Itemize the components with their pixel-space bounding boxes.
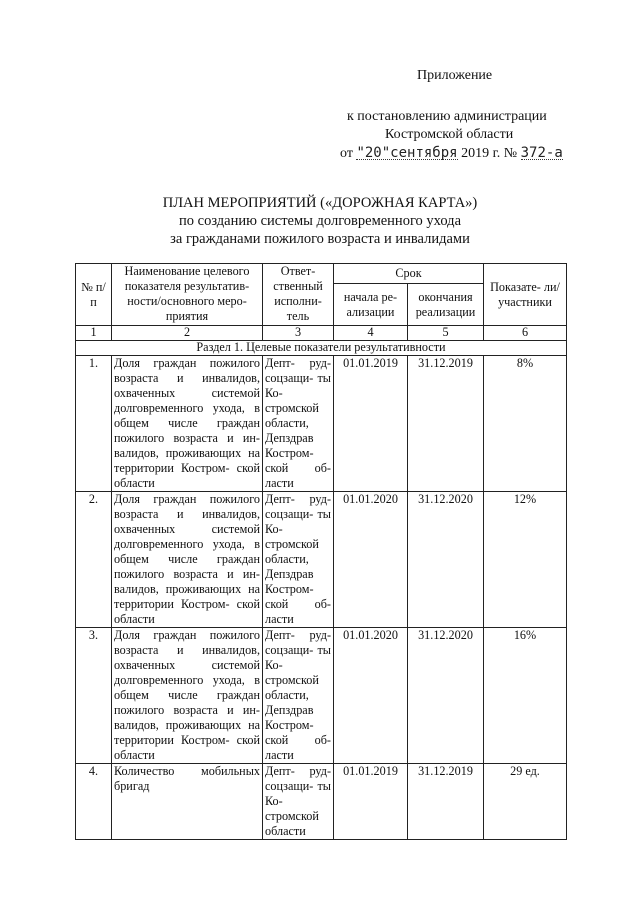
- date-prefix: от: [340, 146, 353, 161]
- row-name: Доля граждан пожилого возраста и инвалидов, охваченных системой долговременного ухода, в общем числе граждан пожилого возраста и ин- валидов, проживающих на территории Костром- ской области: [112, 628, 263, 764]
- date-handwritten: "20"сентября: [356, 145, 458, 161]
- row-end: 31.12.2019: [408, 356, 484, 492]
- row-start: 01.01.2020: [334, 492, 408, 628]
- row-executor: Депт- руд- соцзащи- ты Ко- стромской области, Депздрав Костром- ской об- ласти: [263, 492, 334, 628]
- row-value: 12%: [484, 492, 567, 628]
- plan-subtitle-2: за гражданами пожилого возраста и инвалидами: [170, 231, 470, 247]
- row-num: 2.: [76, 492, 112, 628]
- header-indicators: Показате- ли/участники: [484, 264, 567, 326]
- row-value: 16%: [484, 628, 567, 764]
- row-num: 3.: [76, 628, 112, 764]
- table-row: [76, 764, 567, 840]
- row-end: 31.12.2020: [408, 492, 484, 628]
- col-number: 2: [112, 326, 263, 341]
- row-name: Количество мобильных бригад: [112, 764, 263, 840]
- appendix-label: Приложение: [417, 68, 493, 83]
- region-line: Костромской области: [385, 127, 514, 142]
- row-start: 01.01.2019: [334, 764, 408, 840]
- plan-subtitle-1: по созданию системы долговременного ухода: [179, 213, 461, 229]
- col-number: 6: [484, 326, 567, 341]
- header-start: начала ре- ализации: [334, 284, 408, 326]
- section-title: Раздел 1. Целевые показатели результативности: [76, 341, 567, 356]
- column-numbers-row: [76, 326, 567, 341]
- year-text: 2019 г. №: [461, 146, 518, 161]
- header-name: Наименование целевого показателя результатив- ности/основного меро- приятия: [112, 264, 263, 326]
- header-executor: Ответ- ственный исполни- тель: [263, 264, 334, 326]
- row-end: 31.12.2019: [408, 764, 484, 840]
- table-row: [76, 492, 567, 628]
- table-row: [76, 356, 567, 492]
- col-number: 1: [76, 326, 112, 341]
- row-executor: Депт- руд- соцзащи- ты Ко- стромской области, Депздрав Костром- ской об- ласти: [263, 628, 334, 764]
- row-name: Доля граждан пожилого возраста и инвалидов, охваченных системой долговременного ухода, в общем числе граждан пожилого возраста и ин- валидов, проживающих на территории Костром- ской области: [112, 356, 263, 492]
- header-num: № п/п: [76, 264, 112, 326]
- header-term: Срок: [334, 264, 484, 284]
- col-number: 3: [263, 326, 334, 341]
- roadmap-table: [75, 263, 567, 840]
- row-num: 4.: [76, 764, 112, 840]
- row-start: 01.01.2019: [334, 356, 408, 492]
- date-line: [340, 145, 563, 162]
- table-row: [76, 628, 567, 764]
- row-end: 31.12.2020: [408, 628, 484, 764]
- row-value: 8%: [484, 356, 567, 492]
- col-number: 5: [408, 326, 484, 341]
- resolution-line: к постановлению администрации: [347, 109, 547, 124]
- number-handwritten: 372-а: [520, 145, 563, 161]
- row-executor: Депт- руд- соцзащи- ты Ко- стромской области, Депздрав Костром- ской об- ласти: [263, 356, 334, 492]
- row-executor: Депт- руд- соцзащи- ты Ко- стромской области: [263, 764, 334, 840]
- row-name: Доля граждан пожилого возраста и инвалидов, охваченных системой долговременного ухода, в общем числе граждан пожилого возраста и ин- валидов, проживающих на территории Костром- ской области: [112, 492, 263, 628]
- plan-title: ПЛАН МЕРОПРИЯТИЙ («ДОРОЖНАЯ КАРТА»): [162, 195, 478, 211]
- row-num: 1.: [76, 356, 112, 492]
- col-number: 4: [334, 326, 408, 341]
- row-value: 29 ед.: [484, 764, 567, 840]
- row-start: 01.01.2020: [334, 628, 408, 764]
- header-end: окончания реализации: [408, 284, 484, 326]
